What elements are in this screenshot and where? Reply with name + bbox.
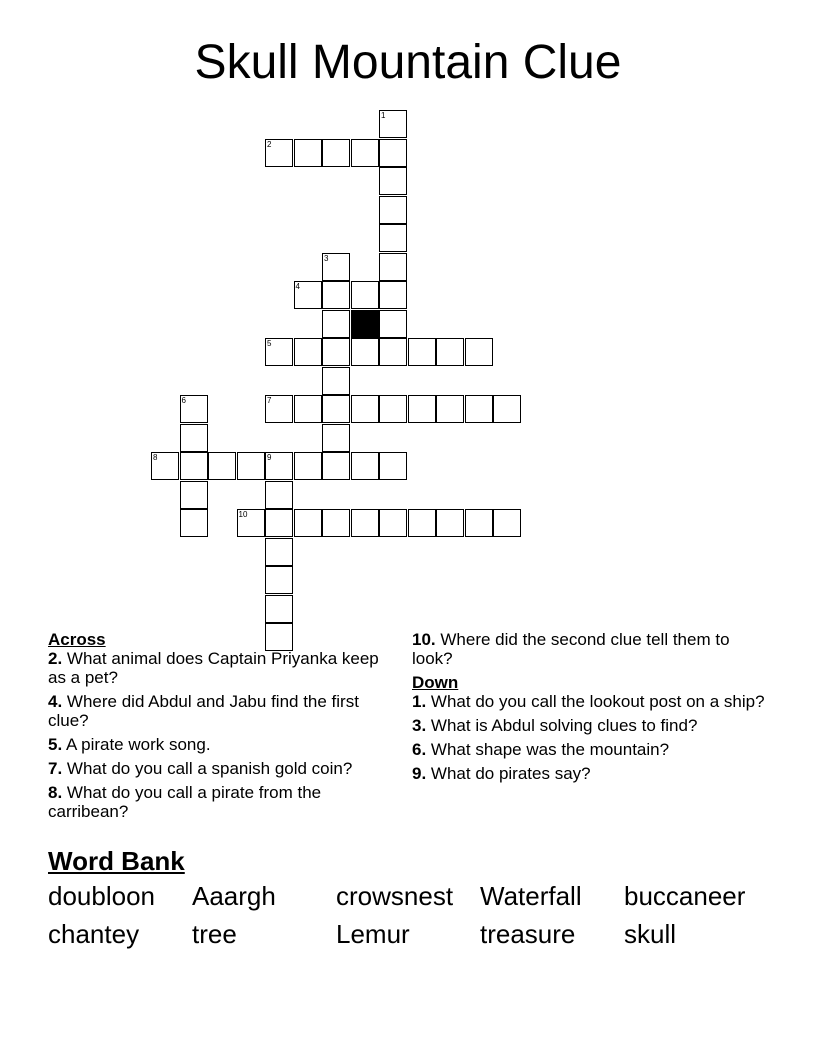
grid-cell[interactable] [322,452,350,480]
grid-cell[interactable] [180,509,208,537]
across-clue-7: 7. What do you call a spanish gold coin? [48,759,353,778]
black-square [351,310,379,338]
word-bank-word: chantey [48,919,140,949]
down-clue-6: 6. What shape was the mountain? [412,740,670,759]
grid-cell[interactable] [322,139,350,167]
clue-number: 5 [267,339,272,348]
grid-cell[interactable] [322,395,350,423]
grid-cell[interactable] [208,452,236,480]
grid-cell[interactable] [351,139,379,167]
grid-cell[interactable] [322,367,350,395]
clue-number: 6 [181,396,186,405]
grid-cell[interactable] [322,310,350,338]
clue-number: 8 [153,453,158,462]
grid-cell[interactable] [265,395,293,423]
word-bank-word: Lemur [336,919,410,949]
grid-cell[interactable] [237,452,265,480]
grid-cell[interactable] [408,395,436,423]
grid-cell[interactable] [265,452,293,480]
grid-cell[interactable] [379,110,407,138]
grid-cell[interactable] [436,338,464,366]
clue-number: 3 [324,253,329,263]
down-heading: Down [412,673,459,692]
clue-number: 2 [267,139,272,149]
grid-cell[interactable] [465,509,493,537]
grid-cell[interactable] [379,253,407,281]
word-bank-word: treasure [480,919,576,949]
grid-cell[interactable] [180,452,208,480]
grid-cell[interactable] [265,338,293,366]
grid-cell[interactable] [351,338,379,366]
clue-number: 7 [267,396,272,405]
clues-right-column [412,630,767,788]
grid-cell[interactable] [294,139,322,167]
clue-number: 10 [238,510,248,519]
word-bank-word: skull [624,919,677,949]
grid-cell[interactable] [322,281,350,309]
grid-cell[interactable] [379,509,407,537]
grid-cell[interactable] [379,395,407,423]
grid-cell[interactable] [322,338,350,366]
grid-cell[interactable] [265,509,293,537]
grid-cell[interactable] [294,395,322,423]
grid-cell[interactable] [379,167,407,195]
down-clue-1: 1. What do you call the lookout post on a ship? [412,692,765,711]
grid-cell[interactable] [265,595,293,623]
grid-cell[interactable] [379,196,407,224]
grid-cell[interactable] [180,395,208,423]
across-clue-10: 10. Where did the second clue tell them to look? [412,630,730,668]
grid-cell[interactable] [322,424,350,452]
grid-cell[interactable] [294,338,322,366]
grid-cell[interactable] [379,224,407,252]
grid-cell[interactable] [180,481,208,509]
down-clue-9: 9. What do pirates say? [412,764,591,783]
grid-cell[interactable] [436,509,464,537]
word-bank-title: Word Bank [48,846,185,876]
grid-cell[interactable] [265,538,293,566]
grid-cell[interactable] [294,452,322,480]
grid-cell[interactable] [294,509,322,537]
word-bank-word: doubloon [48,881,155,911]
grid-cell[interactable] [379,338,407,366]
clues-left-column [48,630,393,826]
grid-cell[interactable] [493,395,521,423]
word-bank [48,880,788,950]
clue-number: 1 [381,111,386,120]
grid-cell[interactable] [265,139,293,167]
grid-cell[interactable] [151,452,179,480]
grid-cell[interactable] [351,395,379,423]
grid-cell[interactable] [408,509,436,537]
grid-cell[interactable] [322,253,350,281]
grid-cell[interactable] [379,310,407,338]
grid-cell[interactable] [265,566,293,594]
grid-cell[interactable] [465,338,493,366]
across-clue-2: 2. What animal does Captain Priyanka keep as a pet? [48,649,379,687]
clue-number: 9 [267,453,272,462]
grid-cell[interactable] [351,452,379,480]
grid-cell[interactable] [436,395,464,423]
across-heading: Across [48,630,106,649]
grid-cell[interactable] [408,338,436,366]
word-bank-word: Aaargh [192,881,276,911]
across-clue-8: 8. What do you call a pirate from the carribean? [48,783,322,821]
grid-cell[interactable] [379,452,407,480]
across-clue-4: 4. Where did Abdul and Jabu find the first clue? [48,692,359,730]
grid-cell[interactable] [351,509,379,537]
word-bank-word: crowsnest [336,881,454,911]
clue-number: 4 [295,282,300,291]
grid-cell[interactable] [493,509,521,537]
grid-cell[interactable] [294,281,322,309]
grid-cell[interactable] [237,509,265,537]
across-clue-5: 5. A pirate work song. [48,735,211,754]
word-bank-word: buccaneer [624,881,746,911]
down-clue-3: 3. What is Abdul solving clues to find? [412,716,698,735]
word-bank-word: Waterfall [480,881,582,911]
grid-cell[interactable] [351,281,379,309]
grid-cell[interactable] [265,481,293,509]
grid-cell[interactable] [322,509,350,537]
grid-cell[interactable] [379,139,407,167]
grid-cell[interactable] [465,395,493,423]
word-bank-word: tree [192,919,237,949]
puzzle-title: Skull Mountain Clue [194,36,622,89]
grid-cell[interactable] [379,281,407,309]
grid-cell[interactable] [180,424,208,452]
